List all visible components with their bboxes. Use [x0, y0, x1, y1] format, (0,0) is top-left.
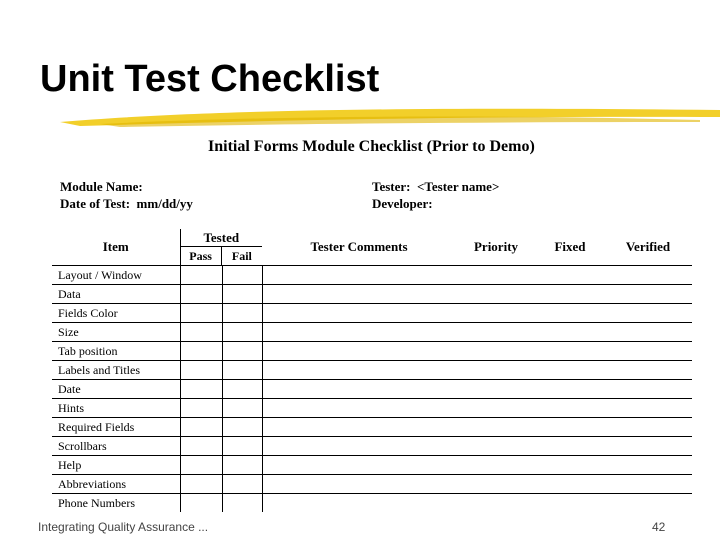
verified-cell [604, 323, 692, 342]
fail-cell [222, 361, 262, 380]
row-item-label: Size [52, 323, 180, 342]
comments-cell [262, 494, 456, 513]
table-row [52, 361, 692, 380]
row-item-label: Tab position [52, 342, 180, 361]
verified-cell [604, 494, 692, 513]
slide-title: Unit Test Checklist [40, 58, 380, 100]
pass-cell [180, 323, 222, 342]
pass-cell [180, 361, 222, 380]
row-item-label: Fields Color [52, 304, 180, 323]
table-row [52, 342, 692, 361]
fixed-cell [536, 342, 604, 361]
header-fixed: Fixed [554, 239, 586, 254]
header-pass: Pass [189, 249, 212, 263]
priority-cell [456, 285, 536, 304]
header-tested-label: Tested [181, 229, 263, 247]
tester-info [372, 178, 499, 212]
priority-cell [456, 361, 536, 380]
comments-cell [262, 437, 456, 456]
verified-cell [604, 456, 692, 475]
priority-cell [456, 418, 536, 437]
pass-cell [180, 380, 222, 399]
footer-text: Integrating Quality Assurance ... [38, 520, 209, 534]
checklist-table [52, 229, 692, 512]
tester-value: <Tester name> [417, 179, 500, 194]
table-row [52, 304, 692, 323]
comments-cell [262, 285, 456, 304]
comments-cell [262, 456, 456, 475]
fixed-cell [536, 399, 604, 418]
comments-cell [262, 361, 456, 380]
priority-cell [456, 399, 536, 418]
module-info [60, 178, 193, 212]
comments-cell [262, 418, 456, 437]
fixed-cell [536, 285, 604, 304]
form-heading: Initial Forms Module Checklist (Prior to Demo) [208, 138, 535, 155]
verified-cell [604, 380, 692, 399]
pass-cell [180, 304, 222, 323]
row-item-label: Data [52, 285, 180, 304]
priority-cell [456, 342, 536, 361]
comments-cell [262, 266, 456, 285]
table-row [52, 494, 692, 513]
comments-cell [262, 304, 456, 323]
fixed-cell [536, 266, 604, 285]
verified-cell [604, 399, 692, 418]
verified-cell [604, 304, 692, 323]
verified-cell [604, 437, 692, 456]
fixed-cell [536, 475, 604, 494]
row-item-label: Required Fields [52, 418, 180, 437]
verified-cell [604, 475, 692, 494]
fixed-cell [536, 361, 604, 380]
pass-cell [180, 342, 222, 361]
pass-cell [180, 285, 222, 304]
developer-label: Developer: [372, 196, 433, 211]
fixed-cell [536, 437, 604, 456]
table-row [52, 456, 692, 475]
verified-cell [604, 285, 692, 304]
fail-cell [222, 418, 262, 437]
verified-cell [604, 418, 692, 437]
row-item-label: Hints [52, 399, 180, 418]
priority-cell [456, 494, 536, 513]
page-number: 42 [652, 520, 666, 534]
fail-cell [222, 380, 262, 399]
table-row [52, 266, 692, 285]
header-verified: Verified [625, 239, 671, 254]
row-item-label: Date [52, 380, 180, 399]
pass-cell [180, 266, 222, 285]
verified-cell [604, 342, 692, 361]
table-row [52, 437, 692, 456]
priority-cell [456, 437, 536, 456]
pass-cell [180, 494, 222, 513]
comments-cell [262, 342, 456, 361]
table-row [52, 399, 692, 418]
comments-cell [262, 380, 456, 399]
fail-cell [222, 323, 262, 342]
fixed-cell [536, 323, 604, 342]
header-tested [180, 229, 262, 266]
table-row [52, 285, 692, 304]
comments-cell [262, 399, 456, 418]
priority-cell [456, 304, 536, 323]
pass-cell [180, 475, 222, 494]
priority-cell [456, 380, 536, 399]
row-item-label: Layout / Window [52, 266, 180, 285]
fail-cell [222, 494, 262, 513]
table-header-row [52, 229, 692, 266]
priority-cell [456, 475, 536, 494]
fail-cell [222, 285, 262, 304]
date-of-test-value: mm/dd/yy [136, 196, 193, 211]
priority-cell [456, 456, 536, 475]
fixed-cell [536, 304, 604, 323]
row-item-label: Scrollbars [52, 437, 180, 456]
fail-cell [222, 399, 262, 418]
fail-cell [222, 456, 262, 475]
priority-cell [456, 266, 536, 285]
table-row [52, 380, 692, 399]
table-row [52, 475, 692, 494]
table-row [52, 418, 692, 437]
pass-cell [180, 456, 222, 475]
fail-cell [222, 342, 262, 361]
pass-cell [180, 437, 222, 456]
fail-cell [222, 266, 262, 285]
header-item: Item [102, 239, 129, 254]
priority-cell [456, 323, 536, 342]
row-item-label: Abbreviations [52, 475, 180, 494]
table-row [52, 323, 692, 342]
fixed-cell [536, 418, 604, 437]
fixed-cell [536, 456, 604, 475]
title-underline-swoosh [60, 100, 720, 134]
fixed-cell [536, 494, 604, 513]
fixed-cell [536, 380, 604, 399]
row-item-label: Help [52, 456, 180, 475]
pass-cell [180, 418, 222, 437]
header-fail: Fail [221, 247, 262, 265]
header-tester-comments: Tester Comments [310, 239, 408, 254]
fail-cell [222, 475, 262, 494]
verified-cell [604, 361, 692, 380]
row-item-label: Labels and Titles [52, 361, 180, 380]
comments-cell [262, 475, 456, 494]
fail-cell [222, 304, 262, 323]
module-name-label: Module Name: [60, 179, 143, 194]
header-priority: Priority [473, 239, 519, 254]
pass-cell [180, 399, 222, 418]
tester-label: Tester: [372, 179, 411, 194]
comments-cell [262, 323, 456, 342]
fail-cell [222, 437, 262, 456]
date-of-test-label: Date of Test: [60, 196, 131, 211]
verified-cell [604, 266, 692, 285]
row-item-label: Phone Numbers [52, 494, 180, 513]
